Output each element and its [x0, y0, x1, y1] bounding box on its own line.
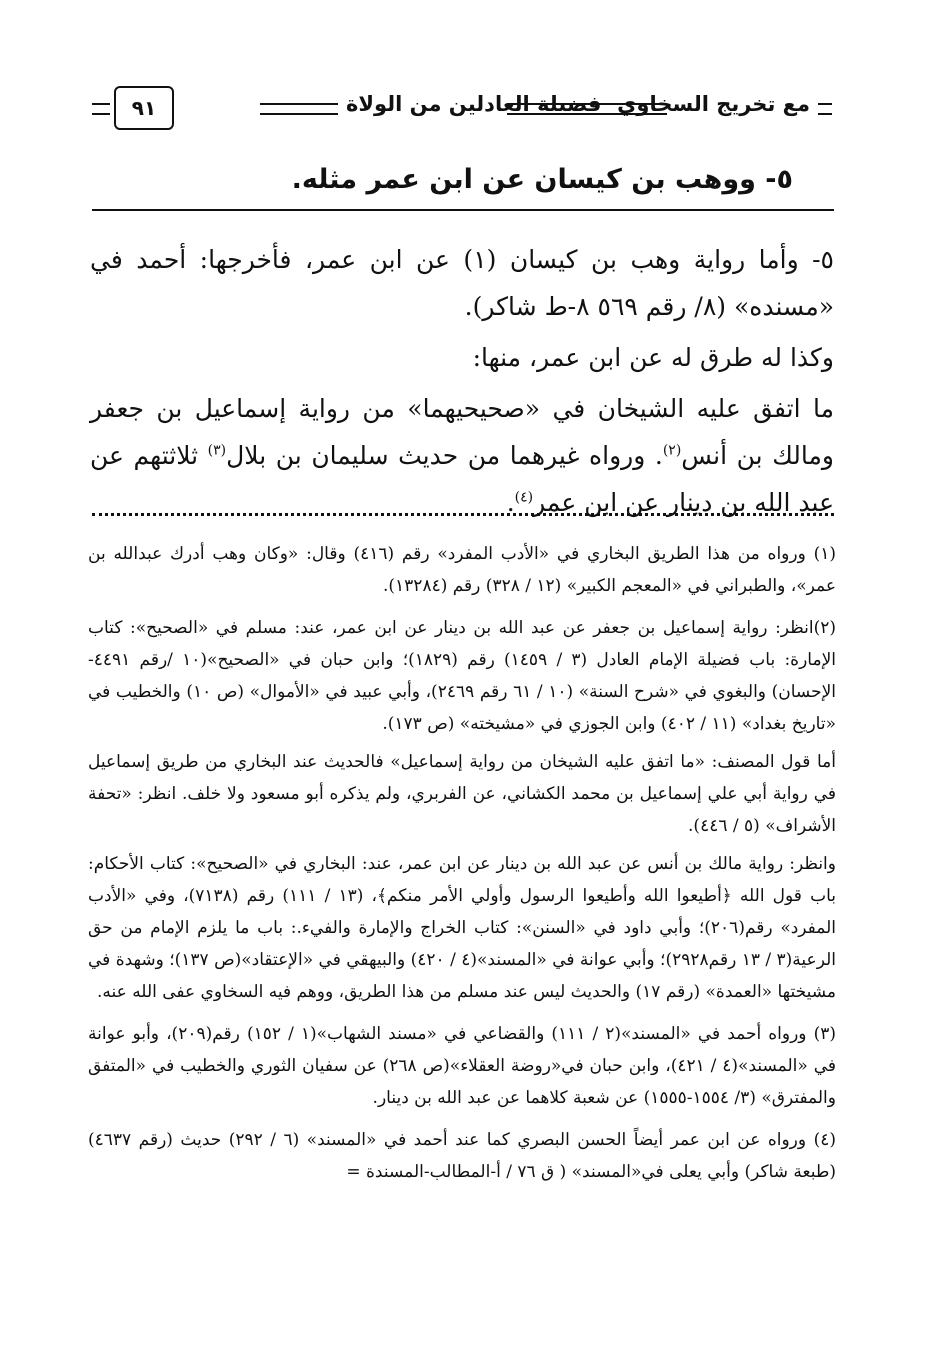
- footnote: وانظر: رواية مالك بن أنس عن عبد الله بن دينار عن ابن عمر، عند: البخاري في «الصحيح»: كتاب الأحكام: باب قول الله ﴿أطيعوا الله وأطيعوا الرسول وأولي الأمر منكم﴾، (١٣ / ١١١) رقم (٧١٣٨)، وفي «الأدب المفرد» رقم(٢٠٦)؛ وأبي داود في «السنن»: كتاب الخراج والإمارة والفيء.: باب ما يلزم الإمام من حق الرعية(٣ / ١٣ رقم٢٩٢٨)؛ وأبي عوانة في «المسند»(٤ / ٤٢٠) والبيهقي في «الإعتقاد»(ص ١٣٧)؛ وشهدة في مشيختها «العمدة» (رقم ١٧) والحديث ليس عند مسلم من هذا الطريق، ووهم فيه السخاوي عفى الله عنه.: [88, 854, 837, 1002]
- header-book-title: فضيلة العادلين من الولاة: [346, 92, 602, 116]
- footnote-ref: (٤): [514, 489, 534, 506]
- footnote-divider: [92, 513, 834, 516]
- header-subtitle: مع تخريج السخاوي: [617, 92, 810, 116]
- section-heading: ٥- ووهب بن كيسان عن ابن عمر مثله.: [291, 164, 793, 195]
- footnote: (١) ورواه من هذا الطريق البخاري في «الأدب المفرد» رقم (٤١٦) وقال: «وكان وهب أدرك عبدالله بن عمر»، والطبراني في «المعجم الكبير» (١٢ / ٣٢٨) رقم (١٣٢٨٤).: [88, 544, 836, 596]
- running-header: [92, 84, 832, 130]
- footnote: (٤) ورواه عن ابن عمر أيضاً الحسن البصري كما عند أحمد في «المسند» (٦ / ٢٩٢) حديث (رقم ٤٦٣٧) (طبعة شاكر) وأبي يعلى في«المسند» ( ق ٧٦ / أ-المطالب-المسندة =: [88, 1130, 836, 1182]
- heading-divider: [92, 209, 834, 211]
- header-row: [92, 92, 832, 122]
- footnote: (٢)انظر: رواية إسماعيل بن جعفر عن عبد الله بن دينار عن ابن عمر، عند: مسلم في «الصحيح»: كتاب الإمارة: باب فضيلة الإمام العادل (٣ / ١٤٥٩) رقم (١٨٢٩)؛ وابن حبان في «الصحيح»(١٠ /رقم ٤٤٩١-الإحسان) والبغوي في «شرح السنة» (١٠ / ٦١ رقم ٢٤٦٩)، وأبي عبيد في «الأموال» (ص ١٠) والخطيب في «تاريخ بغداد» (١١ / ٤٠٢) وابن الجوزي في «مشيخته» (ص ١٧٣).: [88, 618, 836, 734]
- text-run: .: [506, 488, 515, 517]
- footnote: (٣) ورواه أحمد في «المسند»(٢ / ١١١) والقضاعي في «مسند الشهاب»(١ / ١٥٢) رقم(٢٠٩)، وأبو عوانة في «المسند»(٤ / ٤٢١)، وابن حبان في«روضة العقلاء»(ص ٢٦٨) عن سفيان الثوري والخطيب في «المتفق والمفترق» (٣/ ١٥٥٤-١٥٥٥) عن شعبة كلاهما عن عبد الله بن دينار.: [88, 1024, 837, 1108]
- main-paragraph: ٥- وأما رواية وهب بن كيسان (١) عن ابن عمر، فأخرجها: أحمد في «مسنده» (٨/ رقم ٥٦٩ ٨-ط شاكر).: [90, 245, 834, 321]
- text-run: . ورواه غيرهما من حديث سليمان بن بلال: [226, 441, 663, 470]
- header-ornament-lines: [260, 103, 338, 115]
- footnote: أما قول المصنف: «ما اتفق عليه الشيخان من رواية إسماعيل» فالحديث عند البخاري من طريق إسماعيل في رواية أبي علي إسماعيل بن محمد الكشاني، عن الفربري، ولم يذكره أبو مسعود ولا خلف. انظر: «تحفة الأشراف» (٥ / ٤٤٦).: [88, 752, 836, 836]
- header-ornament-lines: [818, 103, 832, 115]
- text-run: ثلاثتهم عن عبد الله بن دينار عن ابن عمر: [90, 441, 834, 517]
- main-paragraph: [90, 385, 834, 526]
- footnote-ref: (٢): [662, 442, 682, 459]
- footnotes: [88, 538, 836, 1194]
- text-run: ما اتفق عليه الشيخان في «صحيحيهما» من رواية إسماعيل بن جعفر ومالك بن أنس: [90, 394, 834, 470]
- page-number: ٩١: [114, 86, 174, 130]
- main-text: [90, 236, 834, 530]
- header-ornament-lines: [92, 103, 110, 115]
- footnote-ref: (٣): [207, 442, 227, 459]
- main-paragraph: وكذا له طرق له عن ابن عمر، منها:: [472, 343, 834, 372]
